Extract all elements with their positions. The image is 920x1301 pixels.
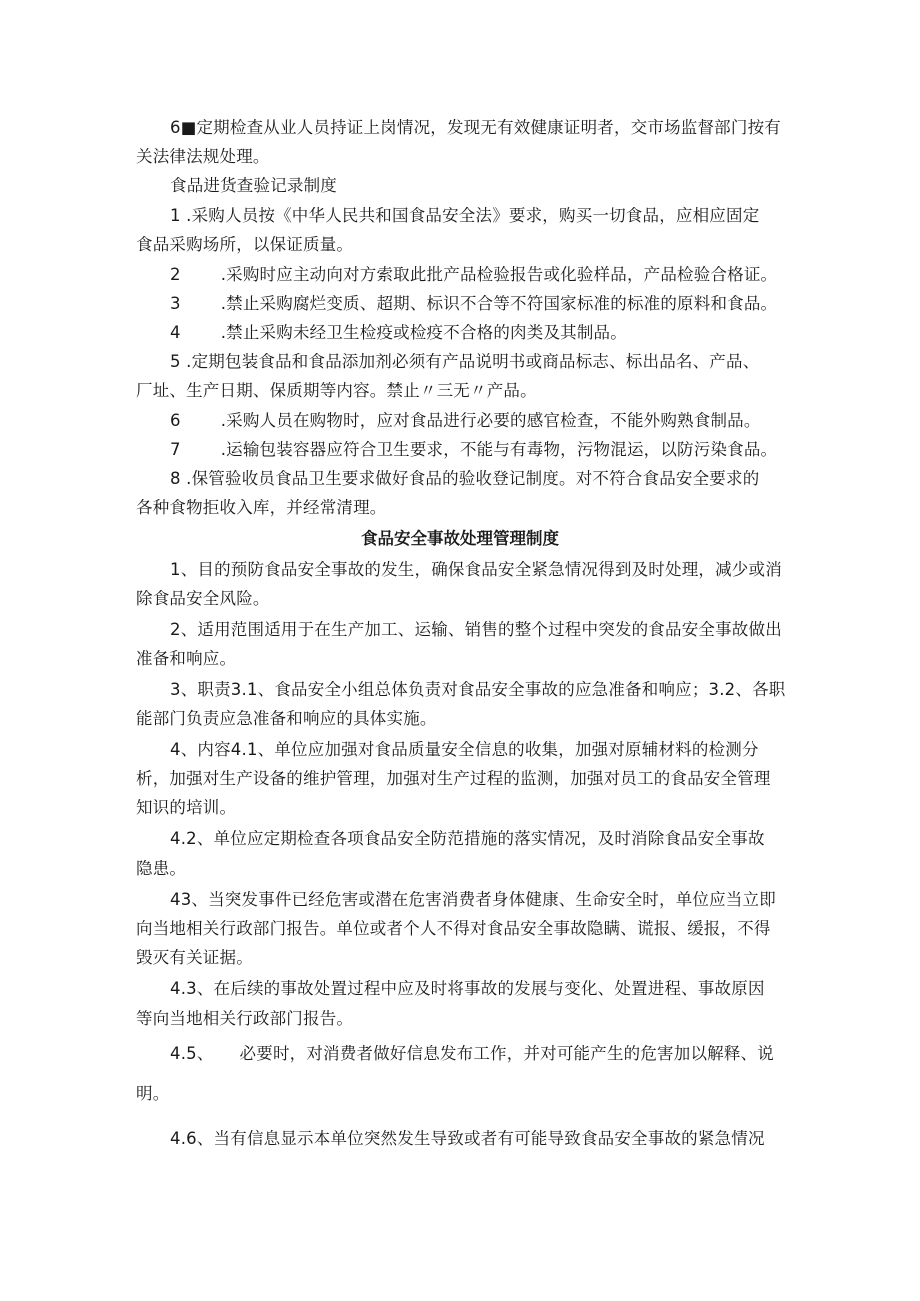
item-2 (170, 264, 830, 286)
item-6 (170, 410, 830, 432)
item-7-text: .运输包装容器应符合卫生要求，不能与有毒物，污物混运，以防污染食品。 (220, 440, 778, 459)
clause-4-5-line-2: 明。 (136, 1084, 170, 1103)
item-5-text: .定期包装食品和食品添加剂必须有产品说明书或商品标志、标出品名、产品、 (186, 352, 760, 371)
item-8-line-1 (170, 468, 830, 490)
item-2-number: 2 (170, 265, 181, 284)
clause-4-line-3: 知识的培训。 (136, 798, 237, 817)
paragraph-6-line-1: 6■定期检查从业人员持证上岗情况，发现无有效健康证明者，交市场监督部门按有 (170, 118, 781, 137)
item-4-text: .禁止采购未经卫生检疫或检疫不合格的肉类及其制品。 (220, 323, 627, 342)
clause-4-2-line-1: 4.2、单位应定期检查各项食品安全防范措施的落实情况，及时消除食品安全事故 (170, 829, 765, 848)
item-3 (170, 293, 830, 315)
item-6-number: 6 (170, 411, 181, 430)
clause-43-line-1: 43、当突发事件已经危害或潜在危害消费者身体健康、生命安全时，单位应当立即 (170, 890, 776, 909)
clause-1-line-1: 1、目的预防食品安全事故的发生，确保食品安全紧急情况得到及时处理，减少或消 (170, 560, 782, 579)
section-heading-incident-management: 食品安全事故处理管理制度 (361, 529, 559, 548)
item-5-line-2: 厂址、生产日期、保质期等内容。禁止〃三无〃产品。 (136, 381, 537, 400)
clause-2-line-1: 2、适用范围适用于在生产加工、运输、销售的整个过程中突发的食品安全事故做出 (170, 620, 782, 639)
item-1-text: .采购人员按《中华人民共和国食品安全法》要求，购买一切食品，应相应固定 (186, 206, 760, 225)
section-heading-purchase-inspection: 食品进货查验记录制度 (170, 176, 337, 195)
item-1-line-1 (170, 205, 830, 227)
item-6-text: .采购人员在购物时，应对食品进行必要的感官检查，不能外购熟食制品。 (220, 411, 761, 430)
clause-4-2-line-2: 隐患。 (136, 859, 187, 878)
item-7-number: 7 (170, 440, 181, 459)
clause-4-5-line-1 (170, 1043, 830, 1065)
clause-4-3-line-1: 4.3、在后续的事故处置过程中应及时将事故的发展与变化、处置进程、事故原因 (170, 979, 765, 998)
item-1-number: 1 (170, 206, 181, 225)
item-8-number: 8 (170, 469, 181, 488)
item-4 (170, 322, 830, 344)
clause-4-line-1: 4、内容4.1、单位应加强对食品质量安全信息的收集，加强对原辅材料的检测分 (170, 740, 759, 759)
item-5-number: 5 (170, 352, 181, 371)
clause-3-line-1: 3、职责3.1、食品安全小组总体负责对食品安全事故的应急准备和响应；3.2、各职 (170, 680, 786, 699)
item-3-text: .禁止采购腐烂变质、超期、标识不合等不符国家标准的标准的原料和食品。 (220, 294, 778, 313)
paragraph-6-line-2: 关法律法规处理。 (136, 147, 270, 166)
clause-43-line-2: 向当地相关行政部门报告。单位或者个人不得对食品安全事故隐瞒、谎报、缓报，不得 (136, 919, 771, 938)
item-7 (170, 439, 830, 461)
item-5-line-1 (170, 351, 830, 373)
clause-2-line-2: 准备和响应。 (136, 649, 237, 668)
clause-3-line-2: 能部门负责应急准备和响应的具体实施。 (136, 709, 437, 728)
item-8-line-2: 各种食物拒收入库，并经常清理。 (136, 498, 387, 517)
clause-4-5-text: 必要时，对消费者做好信息发布工作，并对可能产生的危害加以解释、说 (239, 1044, 774, 1063)
clause-4-line-2: 析，加强对生产设备的维护管理，加强对生产过程的监测，加强对员工的食品安全管理 (136, 769, 771, 788)
item-8-text: .保管验收员食品卫生要求做好食品的验收登记制度。对不符合食品安全要求的 (186, 469, 760, 488)
clause-4-5-number: 4.5、 (170, 1044, 214, 1063)
clause-4-3-line-2: 等向当地相关行政部门报告。 (136, 1009, 354, 1028)
item-1-line-2: 食品采购场所，以保证质量。 (136, 235, 354, 254)
clause-4-6-line-1: 4.6、当有信息显示本单位突然发生导致或者有可能导致食品安全事故的紧急情况 (170, 1129, 765, 1148)
clause-1-line-2: 除食品安全风险。 (136, 589, 270, 608)
item-3-number: 3 (170, 294, 181, 313)
clause-43-line-3: 毁灭有关证据。 (136, 948, 253, 967)
item-2-text: .采购时应主动向对方索取此批产品检验报告或化验样品，产品检验合格证。 (220, 265, 778, 284)
item-4-number: 4 (170, 323, 181, 342)
